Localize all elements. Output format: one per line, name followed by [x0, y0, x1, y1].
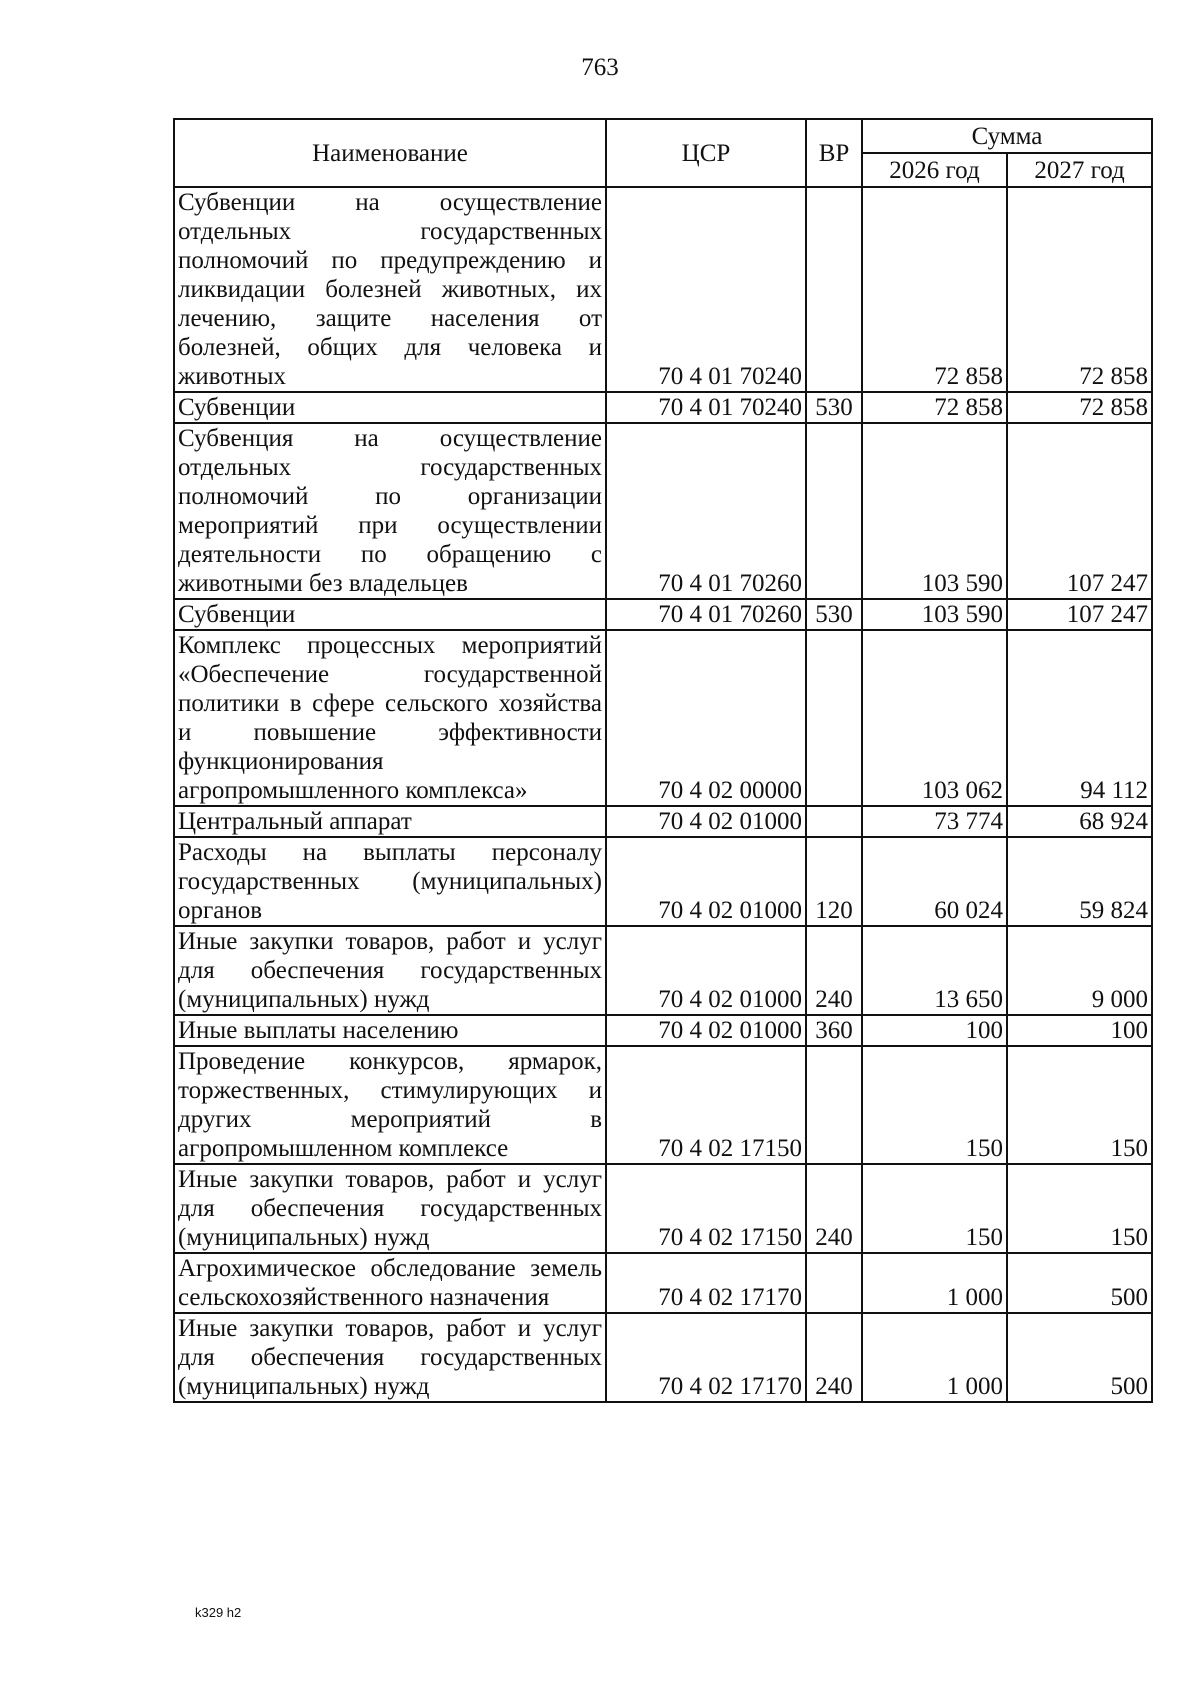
row-name: Иные закупки товаров, работ и услуг для обеспечения государственных (муниципальных) нужд: [174, 1313, 606, 1402]
row-amount-2027: 9 000: [1007, 926, 1152, 1015]
header-year-2027: 2027 год: [1007, 153, 1152, 187]
row-csr: 70 4 02 17170: [606, 1313, 806, 1402]
row-name: Субвенции на осуществление отдельных государственных полномочий по предупреждению и ликвидации болезней животных, их лечению, защите населения от болезней, общих для человека и животных: [174, 187, 606, 392]
row-amount-2026: 1 000: [862, 1253, 1007, 1313]
row-vr: 240: [806, 1164, 862, 1253]
table-row: [174, 837, 1152, 926]
table-header: [174, 119, 1152, 187]
row-vr: 240: [806, 926, 862, 1015]
row-vr: 120: [806, 837, 862, 926]
table-row: [174, 599, 1152, 630]
row-amount-2026: 100: [862, 1015, 1007, 1046]
row-name: Иные выплаты населению: [174, 1015, 606, 1046]
row-csr: 70 4 02 17150: [606, 1046, 806, 1164]
row-csr: 70 4 02 17170: [606, 1253, 806, 1313]
row-amount-2026: 103 590: [862, 599, 1007, 630]
header-csr: ЦСР: [606, 119, 806, 187]
row-csr: 70 4 01 70240: [606, 392, 806, 423]
row-csr: 70 4 01 70260: [606, 599, 806, 630]
header-vr: ВР: [806, 119, 862, 187]
table-row: [174, 423, 1152, 599]
row-amount-2026: 150: [862, 1046, 1007, 1164]
row-amount-2027: 150: [1007, 1046, 1152, 1164]
row-amount-2026: 60 024: [862, 837, 1007, 926]
row-vr: [806, 806, 862, 837]
row-name: Комплекс процессных мероприятий «Обеспечение государственной политики в сфере сельского хозяйства и повышение эффективности функционирования агропромышленного комплекса»: [174, 630, 606, 806]
header-year-2026: 2026 год: [862, 153, 1007, 187]
row-amount-2026: 72 858: [862, 187, 1007, 392]
row-amount-2026: 73 774: [862, 806, 1007, 837]
row-amount-2026: 72 858: [862, 392, 1007, 423]
row-csr: 70 4 01 70260: [606, 423, 806, 599]
row-vr: [806, 630, 862, 806]
row-amount-2027: 72 858: [1007, 392, 1152, 423]
row-amount-2026: 150: [862, 1164, 1007, 1253]
row-amount-2026: 103 590: [862, 423, 1007, 599]
page-number: 763: [581, 54, 619, 81]
row-name: Агрохимическое обследование земель сельскохозяйственного назначения: [174, 1253, 606, 1313]
row-vr: [806, 1046, 862, 1164]
row-amount-2026: 13 650: [862, 926, 1007, 1015]
row-name: Иные закупки товаров, работ и услуг для обеспечения государственных (муниципальных) нужд: [174, 926, 606, 1015]
row-amount-2027: 59 824: [1007, 837, 1152, 926]
row-name: Расходы на выплаты персоналу государственных (муниципальных) органов: [174, 837, 606, 926]
table-row: [174, 392, 1152, 423]
table-row: [174, 926, 1152, 1015]
row-amount-2027: 68 924: [1007, 806, 1152, 837]
row-csr: 70 4 02 01000: [606, 926, 806, 1015]
row-vr: 360: [806, 1015, 862, 1046]
row-csr: 70 4 02 01000: [606, 837, 806, 926]
table-row: [174, 1164, 1152, 1253]
row-vr: [806, 187, 862, 392]
row-csr: 70 4 02 01000: [606, 1015, 806, 1046]
row-amount-2026: 103 062: [862, 630, 1007, 806]
row-amount-2027: 100: [1007, 1015, 1152, 1046]
row-name: Проведение конкурсов, ярмарок, торжественных, стимулирующих и других мероприятий в агропромышленном комплексе: [174, 1046, 606, 1164]
table-body: [174, 187, 1152, 1402]
row-vr: 530: [806, 392, 862, 423]
table-row: [174, 630, 1152, 806]
row-amount-2027: 150: [1007, 1164, 1152, 1253]
row-csr: 70 4 02 00000: [606, 630, 806, 806]
row-amount-2027: 107 247: [1007, 423, 1152, 599]
row-csr: 70 4 02 17150: [606, 1164, 806, 1253]
row-vr: 240: [806, 1313, 862, 1402]
row-amount-2027: 94 112: [1007, 630, 1152, 806]
row-vr: 530: [806, 599, 862, 630]
table-row: [174, 1015, 1152, 1046]
header-sum: Сумма: [862, 119, 1152, 153]
header-name: Наименование: [174, 119, 606, 187]
row-csr: 70 4 02 01000: [606, 806, 806, 837]
row-name: Центральный аппарат: [174, 806, 606, 837]
budget-table: [173, 118, 1153, 1403]
table-row: [174, 1313, 1152, 1402]
row-vr: [806, 423, 862, 599]
table-row: [174, 806, 1152, 837]
row-amount-2027: 500: [1007, 1313, 1152, 1402]
row-csr: 70 4 01 70240: [606, 187, 806, 392]
table-row: [174, 187, 1152, 392]
table-row: [174, 1046, 1152, 1164]
footer-code: k329 h2: [195, 1605, 242, 1620]
row-amount-2027: 107 247: [1007, 599, 1152, 630]
row-name: Субвенция на осуществление отдельных государственных полномочий по организации мероприятий при осуществлении деятельности по обращению с животными без владельцев: [174, 423, 606, 599]
table-row: [174, 1253, 1152, 1313]
row-vr: [806, 1253, 862, 1313]
row-name: Субвенции: [174, 392, 606, 423]
row-name: Субвенции: [174, 599, 606, 630]
row-name: Иные закупки товаров, работ и услуг для обеспечения государственных (муниципальных) нужд: [174, 1164, 606, 1253]
row-amount-2027: 72 858: [1007, 187, 1152, 392]
row-amount-2027: 500: [1007, 1253, 1152, 1313]
row-amount-2026: 1 000: [862, 1313, 1007, 1402]
